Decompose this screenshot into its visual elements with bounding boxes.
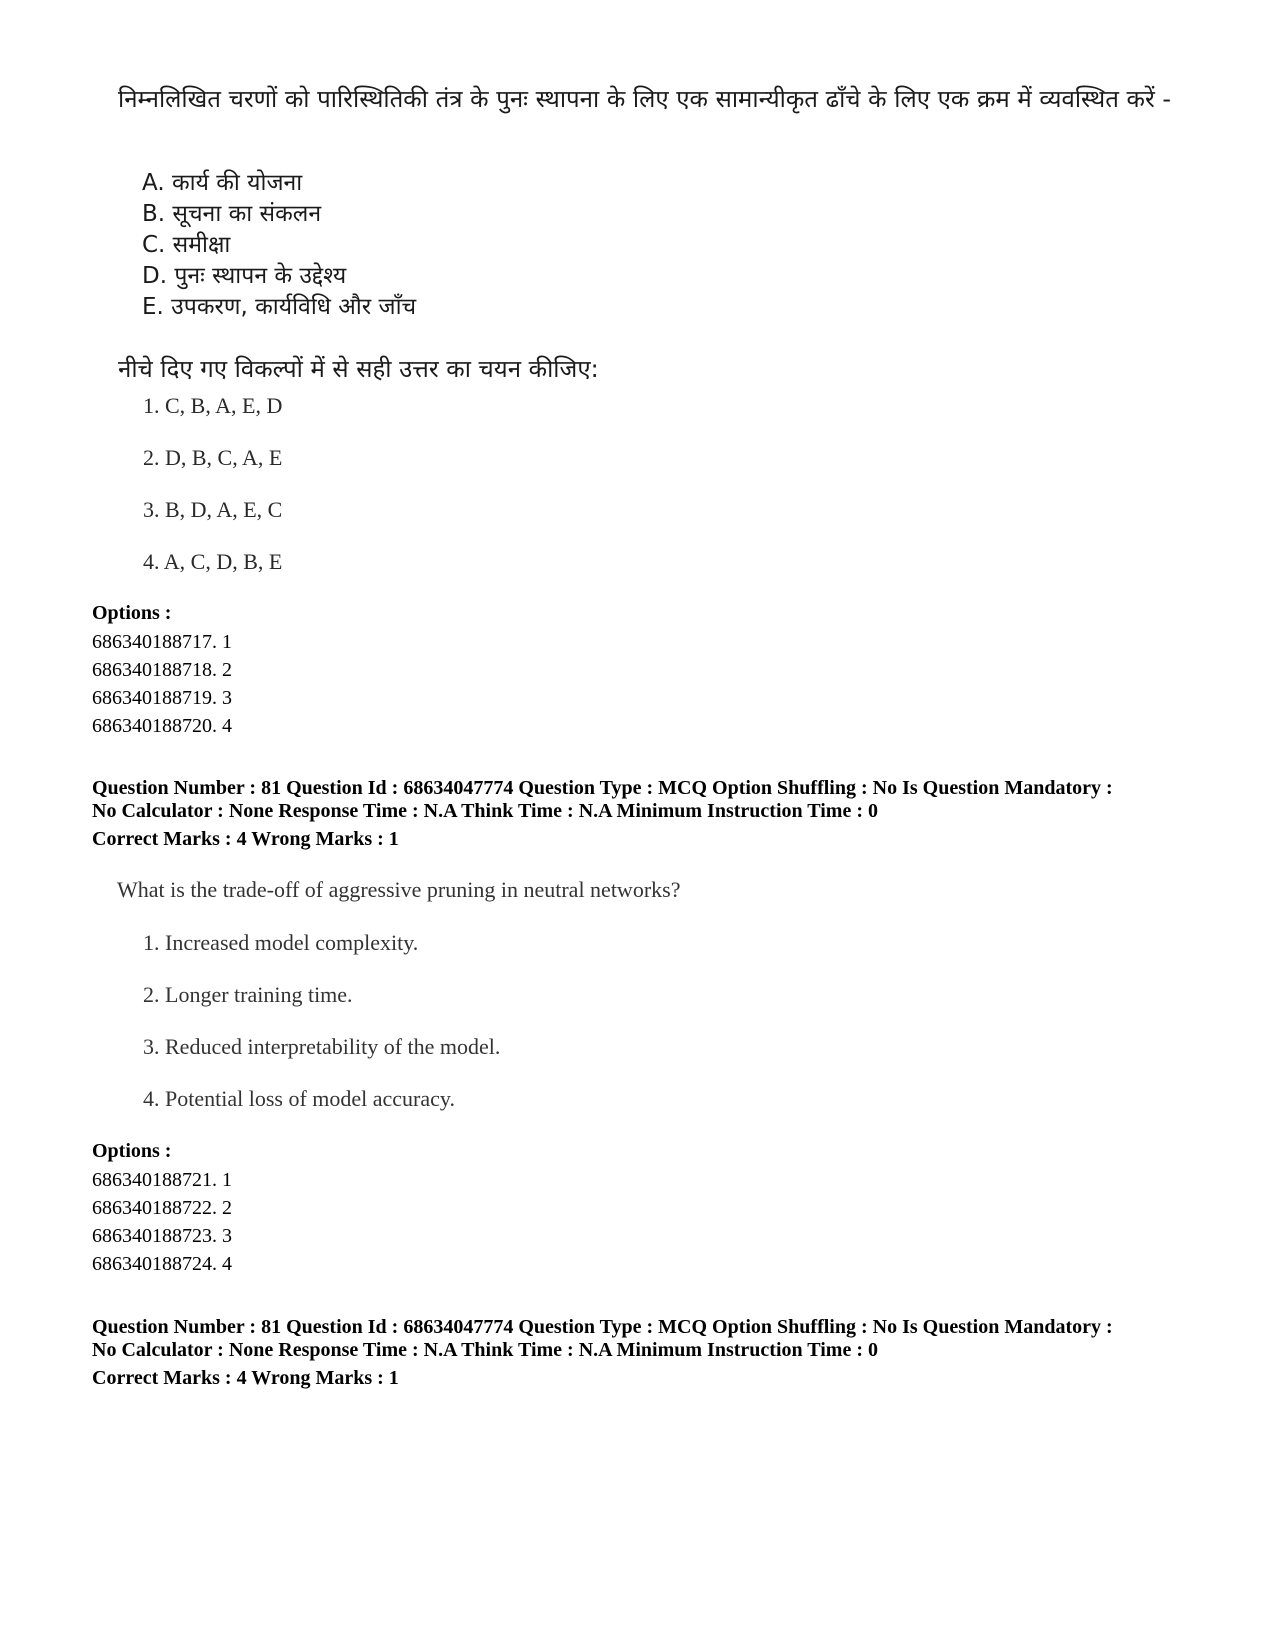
option-line: 686340188724. 4: [92, 1253, 232, 1275]
question-meta: [92, 1316, 1252, 1362]
question-meta-line: Question Number : 81 Question Id : 68634047774 Question Type : MCQ Option Shuffling : No Is Question Mandatory :: [92, 1316, 1113, 1338]
question-choice: 3. Reduced interpretability of the model.: [143, 1034, 501, 1059]
option-line: 686340188721. 1: [92, 1169, 232, 1191]
hindi-choice: 4. A, C, D, B, E: [143, 549, 283, 574]
step-item: E. उपकरण, कार्यविधि और जाँच: [142, 294, 417, 320]
hindi-steps-list: [142, 168, 416, 323]
step-item: A. कार्य की योजना: [142, 170, 303, 196]
question-choice: 4. Potential loss of model accuracy.: [143, 1086, 455, 1111]
hindi-choice: 3. B, D, A, E, C: [143, 497, 283, 522]
hindi-instruction: नीचे दिए गए विकल्पों में से सही उत्तर का चयन कीजिए:: [118, 355, 599, 383]
question-text: What is the trade-off of aggressive pruning in neutral networks?: [117, 877, 681, 902]
options-label: Options :: [92, 602, 172, 624]
option-line: 686340188722. 2: [92, 1197, 232, 1219]
question-meta-line: No Calculator : None Response Time : N.A Think Time : N.A Minimum Instruction Time : 0: [92, 1339, 878, 1361]
option-line: 686340188723. 3: [92, 1225, 232, 1247]
question-meta-line: Question Number : 81 Question Id : 68634047774 Question Type : MCQ Option Shuffling : No Is Question Mandatory :: [92, 777, 1113, 799]
option-line: 686340188720. 4: [92, 715, 232, 737]
option-line: 686340188718. 2: [92, 659, 232, 681]
options-list: [92, 1166, 232, 1278]
step-item: B. सूचना का संकलन: [142, 201, 322, 227]
hindi-question-stem: निम्नलिखित चरणों को पारिस्थितिकी तंत्र के पुनः स्थापना के लिए एक सामान्यीकृत ढाँचे के लिए एक क्रम में व्यवस्थित करें -: [118, 85, 1172, 113]
options-label: Options :: [92, 1140, 172, 1162]
question-choice: 2. Longer training time.: [143, 982, 353, 1007]
hindi-choice: 1. C, B, A, E, D: [143, 393, 283, 418]
options-list: [92, 628, 232, 740]
option-line: 686340188717. 1: [92, 631, 232, 653]
question-choice: 1. Increased model complexity.: [143, 930, 419, 955]
step-item: D. पुनः स्थापन के उद्देश्य: [142, 263, 347, 289]
option-line: 686340188719. 3: [92, 687, 232, 709]
question-meta-line: No Calculator : None Response Time : N.A Think Time : N.A Minimum Instruction Time : 0: [92, 800, 878, 822]
marks-line: Correct Marks : 4 Wrong Marks : 1: [92, 1367, 399, 1389]
hindi-choice: 2. D, B, C, A, E: [143, 445, 283, 470]
step-item: C. समीक्षा: [142, 232, 231, 258]
marks-line: Correct Marks : 4 Wrong Marks : 1: [92, 828, 399, 850]
question-meta: [92, 777, 1252, 823]
